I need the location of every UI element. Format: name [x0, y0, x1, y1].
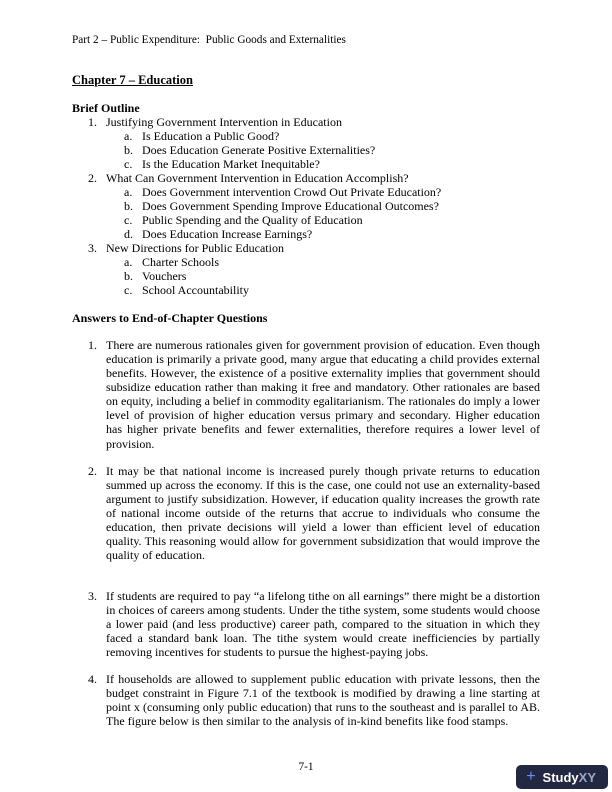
- outline-heading: Brief Outline: [72, 100, 140, 115]
- running-header: Part 2 – Public Expenditure: Public Goods and Externalities: [72, 34, 346, 46]
- outline-subitem: [124, 269, 540, 283]
- outline-subitem: [124, 157, 540, 171]
- outline-subitem-letter: c.: [124, 213, 133, 228]
- outline-item: [88, 115, 540, 129]
- outline-subitem-text: Does Education Generate Positive Externalities?: [142, 142, 376, 157]
- outline-item-text: Justifying Government Intervention in Education: [106, 114, 342, 129]
- outline-item-number: 1.: [88, 114, 97, 129]
- brand-name-primary: Study: [542, 769, 579, 785]
- outline-subitem-letter: a.: [124, 185, 133, 200]
- outline-item: [88, 171, 540, 185]
- answers-section: [72, 311, 540, 728]
- outline-item-number: 3.: [88, 241, 97, 256]
- outline-subitem-text: Is the Education Market Inequitable?: [142, 156, 320, 171]
- outline-subitem-letter: b.: [124, 269, 133, 284]
- outline-item: [88, 241, 540, 255]
- answer-text: If students are required to pay “a lifelong tithe on all earnings” there might be a distortion in choices of careers among students. Under the tithe system, some students would choose a lower paid (and less productive) career path, compared to the situation in which they faced a standard bank loan. The tithe system would create inefficiencies by partially removing incentives for students to pursue the highest-paying jobs.: [106, 588, 540, 659]
- outline-subitem-text: Charter Schools: [142, 255, 219, 270]
- outline-subitem: [124, 255, 540, 269]
- outline-subitem-text: Does Government intervention Crowd Out Private Education?: [142, 185, 442, 200]
- plus-icon: +: [526, 768, 536, 785]
- outline-subitem: [124, 227, 540, 241]
- outline-subitem: [124, 185, 540, 199]
- outline-subitem: [124, 213, 540, 227]
- outline-subitem-letter: b.: [124, 142, 133, 157]
- outline-subitem-text: Does Government Spending Improve Educational Outcomes?: [142, 199, 439, 214]
- answers-heading: Answers to End-of-Chapter Questions: [72, 311, 268, 326]
- answer-text: If households are allowed to supplement public education with private lessons, then the budget constraint in Figure 7.1 of the textbook is modified by drawing a line starting at point x (consuming only public education) that runs to the southeast and is parallel to AB. The figure below is then similar to the analysis of in-kind benefits like food stamps.: [106, 671, 540, 729]
- answer-item: [88, 589, 540, 659]
- answer-text: There are numerous rationales given for government provision of education. Even though education is primarily a private good, many argue that educating a child provides external benefits. However, the existence of a positive externality implies that government should subsidize education rather than making it free and mandatory. Other rationales are based on equity, including a belief in commodity egalitarianism. The rationales do imply a lower level of provision of higher education versus primary and secondary. Higher education has higher private benefits and fewer externalities, therefore requires a lower level of provision.: [106, 338, 540, 451]
- outline-subitem: [124, 129, 540, 143]
- outline-subitem-text: Vouchers: [142, 269, 187, 284]
- outline-subitem: [124, 283, 540, 297]
- outline-subitem-text: Does Education Increase Earnings?: [142, 227, 313, 242]
- outline-item-text: New Directions for Public Education: [106, 241, 284, 256]
- brand-badge: [516, 765, 608, 789]
- answer-item: [88, 672, 540, 728]
- outline-subitem-letter: b.: [124, 199, 133, 214]
- answer-number: 1.: [88, 338, 97, 353]
- outline-subitem-text: Is Education a Public Good?: [142, 128, 280, 143]
- outline-subitem: [124, 199, 540, 213]
- answer-number: 4.: [88, 671, 97, 686]
- outline-subitem-letter: a.: [124, 128, 133, 143]
- answer-item: [88, 338, 540, 450]
- chapter-title: Chapter 7 – Education: [72, 73, 193, 88]
- page-number: 7-1: [298, 760, 314, 773]
- brand-name-secondary: XY: [578, 769, 596, 785]
- outline-subitem-letter: a.: [124, 255, 133, 270]
- answer-number: 3.: [88, 588, 97, 603]
- answer-item: [88, 464, 540, 562]
- outline-subitem-text: Public Spending and the Quality of Education: [142, 213, 363, 228]
- answer-number: 2.: [88, 463, 97, 478]
- outline-subitem-letter: c.: [124, 156, 133, 171]
- outline-item-number: 2.: [88, 170, 97, 185]
- brand-name: [543, 771, 596, 784]
- outline-subitem-letter: d.: [124, 227, 133, 242]
- answer-text: It may be that national income is increased purely though private returns to education summed up across the economy. If this is the case, one could not use an externality-based argument to justify subsidization. However, if education quality increases the growth rate of national income outside of the returns that accrue to individuals who consume the education, then private decisions will yield a lower than efficient level of education quality. This reasoning would allow for government subsidization that would improve the quality of education.: [106, 463, 540, 562]
- outline-subitem: [124, 143, 540, 157]
- outline-subitem-text: School Accountability: [142, 283, 249, 298]
- outline-item-text: What Can Government Intervention in Education Accomplish?: [106, 170, 409, 185]
- brief-outline-section: [72, 101, 540, 297]
- outline-subitem-letter: c.: [124, 283, 133, 298]
